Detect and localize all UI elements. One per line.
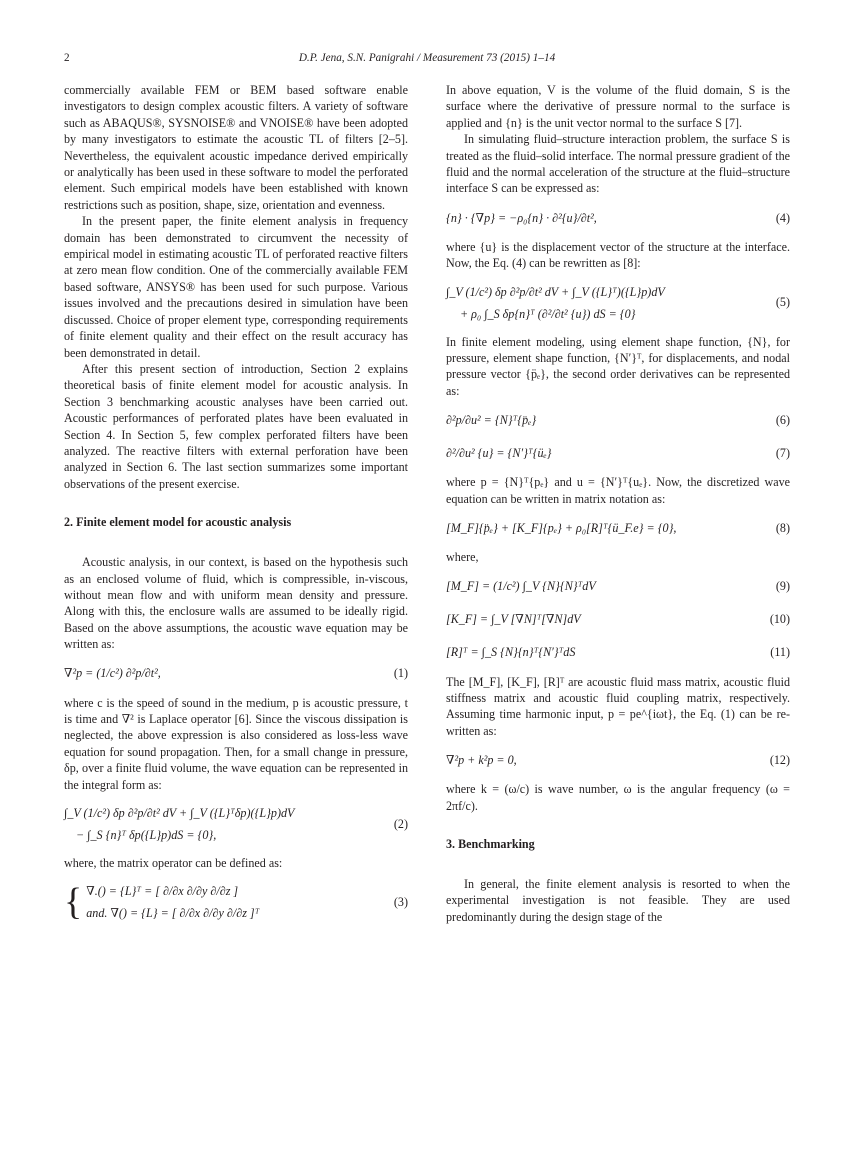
section-3-heading: 3. Benchmarking	[446, 836, 535, 851]
equation-12-expression: ∇²p + k²p = 0,	[446, 752, 517, 767]
equation-3-line-2: and. ∇() = {L} = [ ∂/∂x ∂/∂y ∂/∂z ]ᵀ	[86, 906, 260, 921]
equation-1	[64, 662, 408, 686]
equation-7	[446, 441, 790, 465]
equation-3-number: (3)	[393, 895, 408, 910]
wave-equation-explanation: where c is the speed of sound in the medium, p is acoustic pressure, t is time and ∇² is Laplace operator [6]. Since the viscous dissipation is neglected, the above expression is also considered as loss-less wave equation for sound propagation. Then, for a small change in pressure, δp, over a finite fluid volume, the wave equation can be represented in the integral form as:	[64, 695, 408, 792]
equation-11	[446, 641, 790, 665]
equation-10-expression: [K_F] = ∫_V [∇N]ᵀ[∇N]dV	[446, 612, 581, 627]
intro-continuation-paragraph: commercially available FEM or BEM based software enable investigators to design complex acoustic filters. A variety of software such as ABAQUS®, SYSNOISE® and VNOISE® have been adopted by many investigators to estimate the acoustic TL of filters [2–5]. Nevertheless, the equivalent acoustic impedance derived empirically or analytically has been used in these software to model the perforated element. Such empirical models have been established with known restrictions such as position, shape, size, orientation and evenness.	[64, 83, 408, 212]
acoustic-analysis-paragraph: Acoustic analysis, in our context, is based on the hypothesis such as an enclosed volume of fluid, which is compressible, in-viscous, without mean flow and with uniform mean density and pressure. Along with this, the enclosure walls are assumed to be ideally rigid. Based on the above assumptions, the acoustic wave equation may be written as:	[64, 555, 408, 652]
equation-3-line-1: ∇.() = {L}ᵀ = [ ∂/∂x ∂/∂y ∂/∂z ]	[86, 884, 239, 899]
equation-2-line-1: ∫_V (1/c²) δp ∂²p/∂t² dV + ∫_V ({L}ᵀδp)({L}p)dV	[64, 806, 295, 821]
equation-1-number: (1)	[393, 666, 408, 681]
equation-4-number: (4)	[775, 210, 790, 225]
equation-6-number: (6)	[775, 413, 790, 428]
page-header	[64, 52, 790, 68]
equation-9	[446, 575, 790, 599]
equation-9-expression: [M_F] = (1/c²) ∫_V {N}{N}ᵀdV	[446, 579, 596, 594]
equation-3	[64, 880, 408, 924]
wave-number-paragraph: where k = (ω/c) is wave number, ω is the angular frequency (ω = 2πf/c).	[446, 782, 790, 813]
equation-5-line-2: + ρ₀ ∫_S δp{n}ᵀ (∂²/∂t² {u}) dS = {0}	[460, 306, 636, 321]
equation-11-number: (11)	[770, 645, 790, 660]
shape-function-paragraph: In finite element modeling, using element shape function, {N}, for pressure, element shape function, {N′}ᵀ, for displacements, and nodal pressure vector {p̈ₑ}, the second order derivatives can be represented as:	[446, 334, 790, 398]
displacement-vector-paragraph: where {u} is the displacement vector of the structure at the interface. Now, the Eq. (4) can be rewritten as [8]:	[446, 239, 790, 271]
discretized-equation-paragraph: where p = {N}ᵀ{pₑ} and u = {N′}ᵀ{uₑ}. Now, the discretized wave equation can be written in matrix notation as:	[446, 475, 790, 506]
volume-definition-paragraph: In above equation, V is the volume of the fluid domain, S is the surface where the derivative of pressure normal to the surface is applied and {n} is the unit vector normal to the surface S [7].	[446, 83, 790, 130]
section-2-heading: 2. Finite element model for acoustic analysis	[64, 515, 292, 530]
matrix-definitions-paragraph: The [M_F], [K_F], [R]ᵀ are acoustic fluid mass matrix, acoustic fluid stiffness matrix and acoustic fluid coupling matrix, respectively. Assuming time harmonic input, p = pe^{iωt}, the Eq. (1) can be re-written as:	[446, 674, 790, 738]
equation-12-number: (12)	[769, 752, 790, 767]
present-paper-paragraph: In the present paper, the finite element analysis in frequency domain has been demonstrated to circumvent the necessity of empirical model in estimating acoustic TL of perforated reactive filters at zero mean flow condition. One of the commercially available FEM based software, ANSYS® has been used for such purpose. Various issues involved and the precautions desired in simulation have been discussed. Choice of proper element type, corresponding requirements of finite element quality and their effect on the result accuracy has been demonstrated in detail.	[64, 214, 408, 360]
running-title: D.P. Jena, S.N. Panigrahi / Measurement 73 (2015) 1–14	[298, 52, 556, 64]
equation-2	[64, 802, 408, 846]
equation-11-expression: [R]ᵀ = ∫_S {N}{n}ᵀ{N′}ᵀdS	[446, 645, 576, 660]
equation-6	[446, 408, 790, 432]
equation-7-number: (7)	[775, 446, 790, 461]
equation-5	[446, 281, 790, 325]
equation-1-expression: ∇²p = (1/c²) ∂²p/∂t²,	[64, 666, 161, 681]
equation-6-expression: ∂²p/∂u² = {N}ᵀ{p̈ₑ}	[446, 413, 537, 428]
fluid-structure-paragraph: In simulating fluid–structure interaction problem, the surface S is treated as the fluid–solid interface. The normal pressure gradient of the fluid and the normal acceleration of the structure at the fluid–structure interface S can be expressed as:	[446, 132, 790, 196]
left-column	[64, 82, 408, 933]
equation-7-expression: ∂²/∂u² {u} = {N′}ᵀ{üₑ}	[446, 446, 552, 461]
equation-12	[446, 748, 790, 772]
equation-5-line-1: ∫_V (1/c²) δp ∂²p/∂t² dV + ∫_V ({L}ᵀ)({L}p)dV	[446, 284, 665, 299]
page-number: 2	[64, 52, 70, 64]
where-label: where,	[446, 550, 479, 565]
paper-outline-paragraph: After this present section of introduction, Section 2 explains theoretical basis of finite element model for acoustic analysis. In Section 3 benchmarking acoustic analyses have been carried out. Acoustic performances of perforated plates have been evaluated in Section 4. In Section 5, few complex perforated filters have been analyzed. The reactive filters with external perforation have been analyzed in Section 6. The last section summarizes some important observations of the present exercise.	[64, 361, 408, 491]
equation-8-expression: [M_F]{p̈ₑ} + [K_F]{pₑ} + ρ₀[R]ᵀ{ü_F.e} = {0},	[446, 520, 677, 535]
equation-2-number: (2)	[393, 816, 408, 831]
equation-4-expression: {n} · {∇p} = −ρ₀{n} · ∂²{u}/∂t²,	[446, 210, 597, 225]
left-brace: {	[64, 881, 83, 924]
matrix-operator-intro: where, the matrix operator can be defined as:	[64, 856, 283, 871]
benchmarking-paragraph: In general, the finite element analysis is resorted to when the experimental investigation is not feasible. They are used predominantly during the design stage of the	[446, 876, 790, 924]
equation-8	[446, 516, 790, 540]
equation-2-line-2: − ∫_S {n}ᵀ δp({L}p)dS = {0},	[76, 828, 217, 843]
equation-8-number: (8)	[775, 520, 790, 535]
equation-5-number: (5)	[775, 295, 790, 310]
right-column	[446, 82, 790, 925]
equation-9-number: (9)	[775, 579, 790, 594]
equation-10	[446, 608, 790, 632]
equation-10-number: (10)	[769, 612, 790, 627]
equation-4	[446, 206, 790, 230]
